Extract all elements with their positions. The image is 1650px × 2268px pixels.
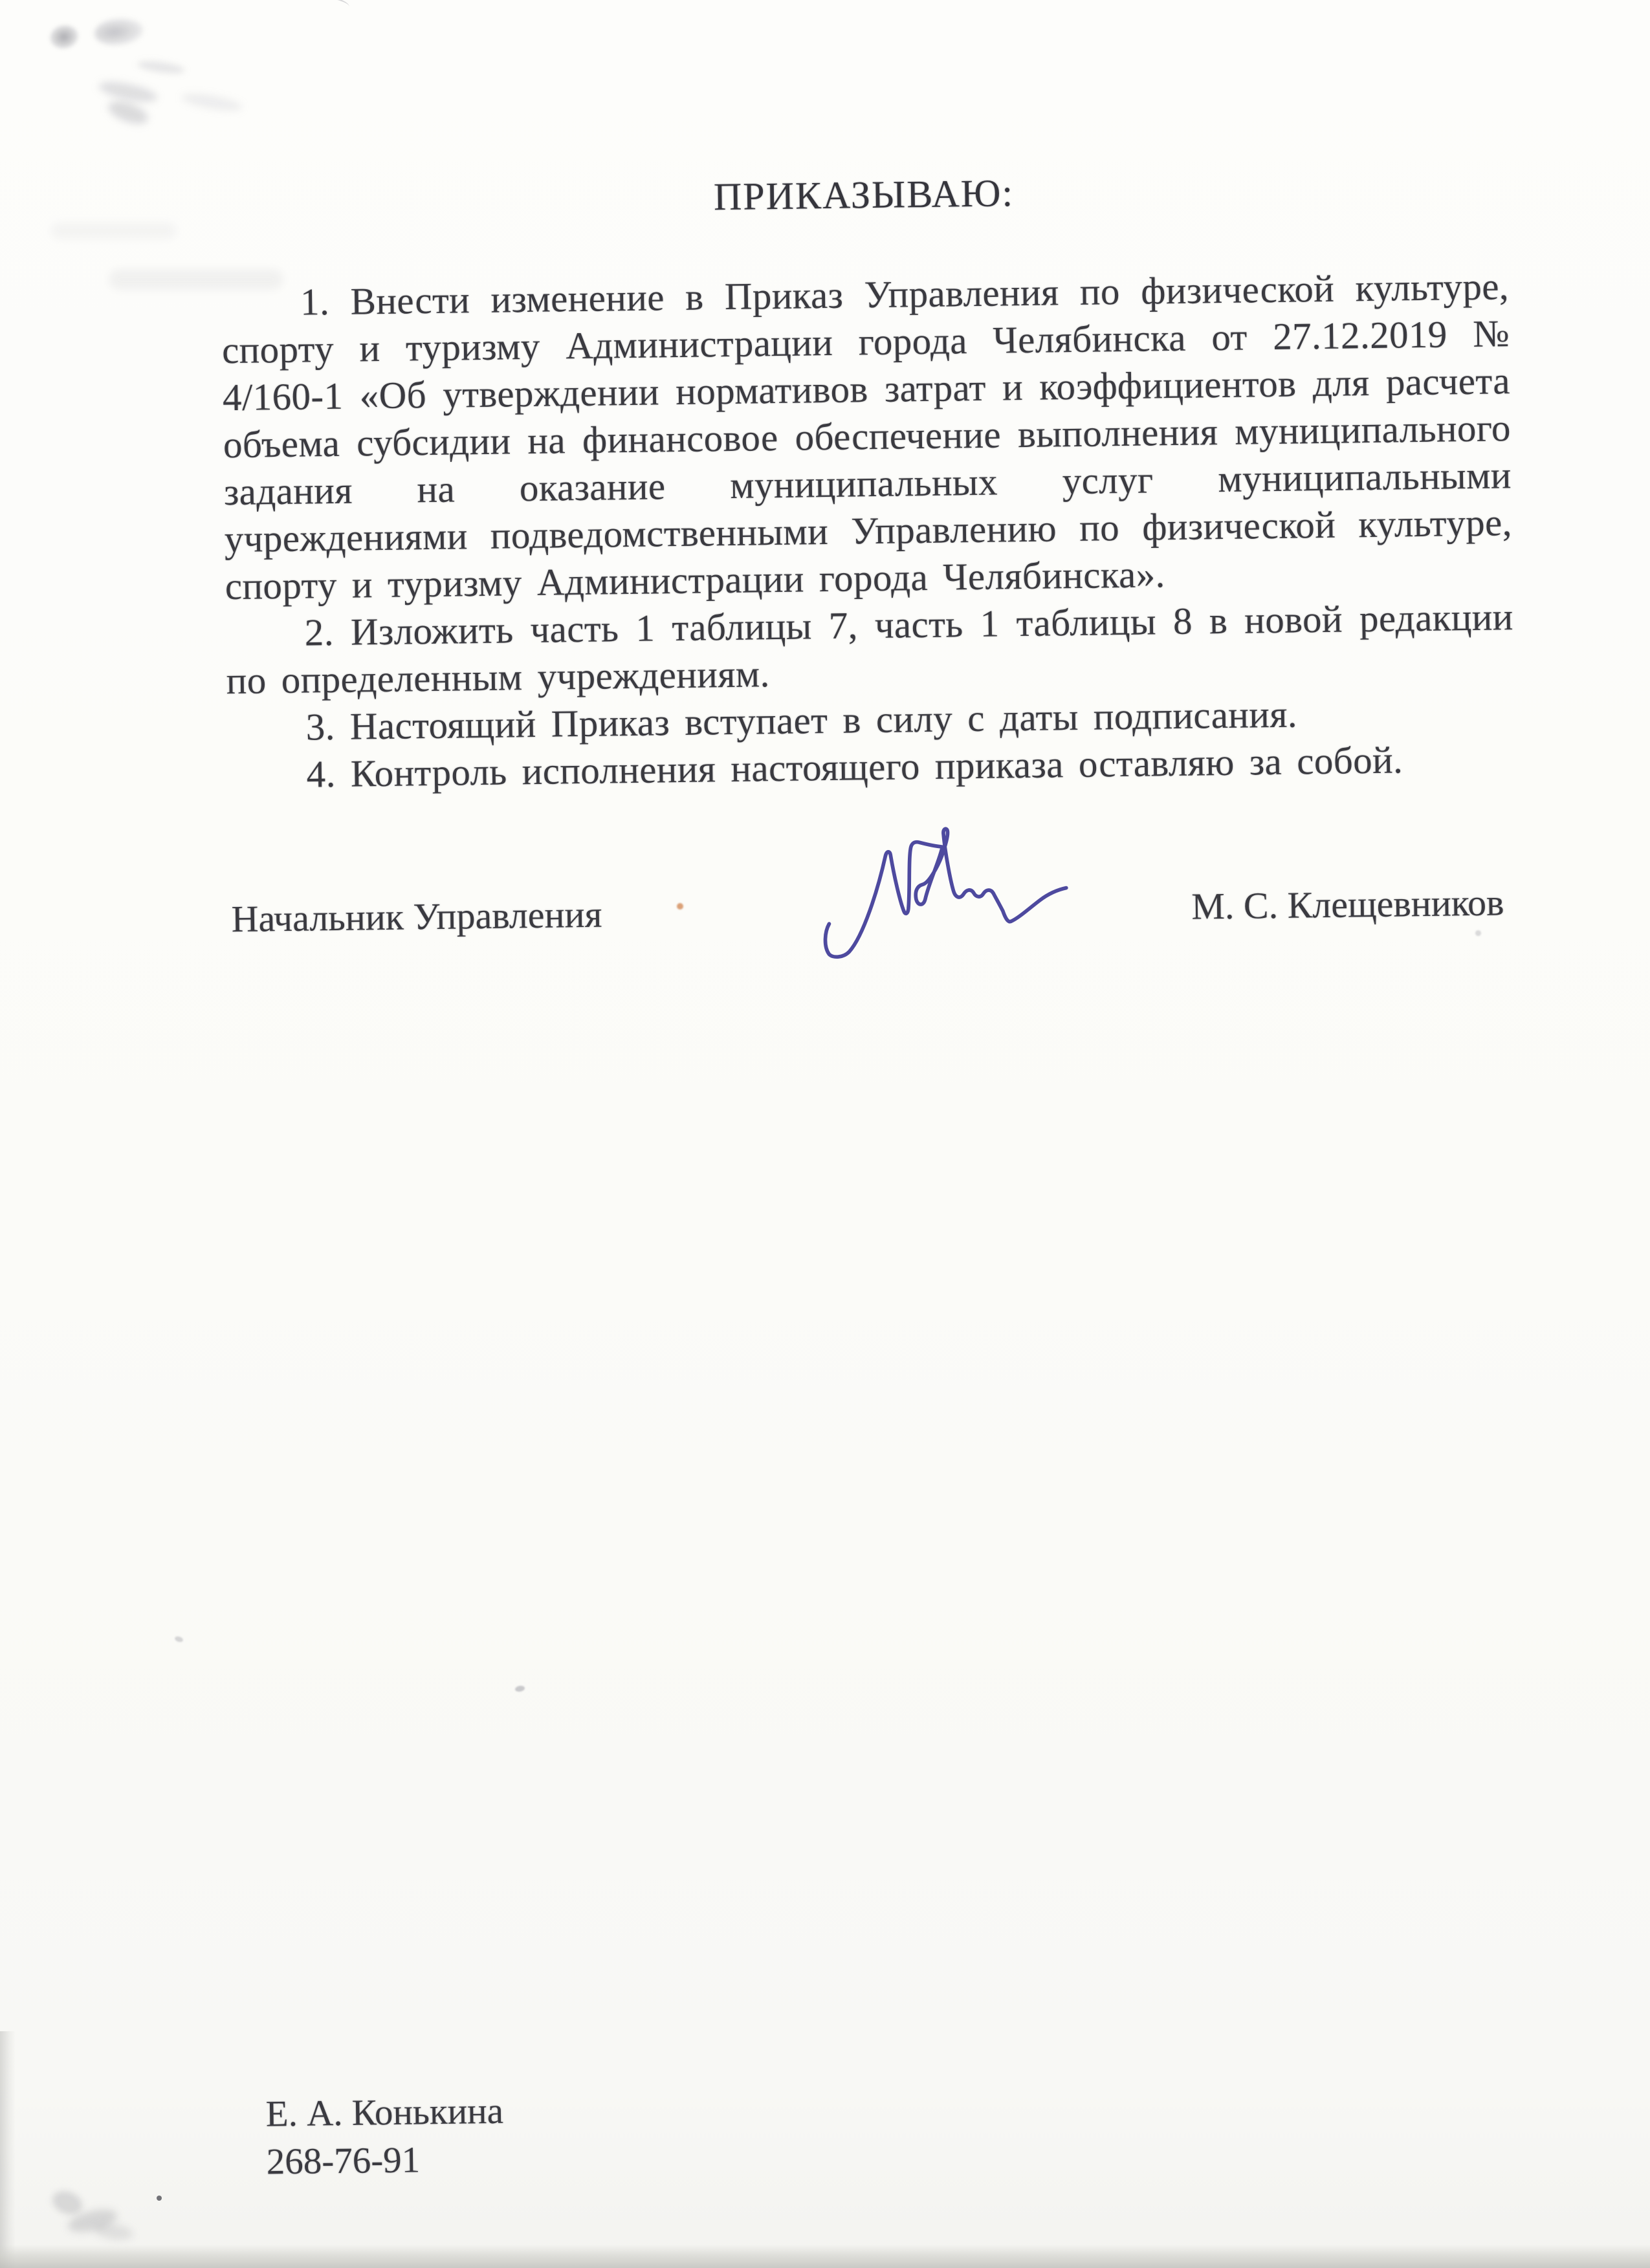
contact-name: Е. А. Конькина xyxy=(265,2090,504,2135)
order-paragraph-2: 2. Изложить часть 1 таблицы 7, часть 1 таблицы 8 в новой редакции по определенным учреждениям. xyxy=(226,595,1514,703)
order-paragraph-1: 1. Внести изменение в Приказ Управления по физической культуре, спорту и туризму Администрации города Челябинска от 27.12.2019 № 4/160-1 «Об утверждении нормативов затрат и коэффициентов для расчета объема субсидии на финансовое обеспечение выполнения муниципального задания на оказание муниципальных услуг муниципальными учреждениями подведомственными Управлению по физической культуре, спорту и туризму Администрации города Челябинска». xyxy=(221,265,1513,608)
order-paragraph-4: 4. Контроль исполнения настоящего приказа оставляю за собой. xyxy=(306,738,1403,796)
signatory-position-title: Начальник Управления xyxy=(231,893,602,941)
document-title: ПРИКАЗЫВАЮ: xyxy=(713,171,1015,219)
order-paragraph-3: 3. Настоящий Приказ вступает в силу с даты подписания. xyxy=(305,692,1298,748)
contact-phone: 268-76-91 xyxy=(266,2139,421,2183)
page-edge-shadow xyxy=(0,2031,16,2268)
order-body xyxy=(221,263,1515,799)
footer-contact xyxy=(265,2088,504,2186)
signatory-name: М. С. Клещевников xyxy=(1191,881,1504,928)
signature-ink xyxy=(811,825,1066,969)
